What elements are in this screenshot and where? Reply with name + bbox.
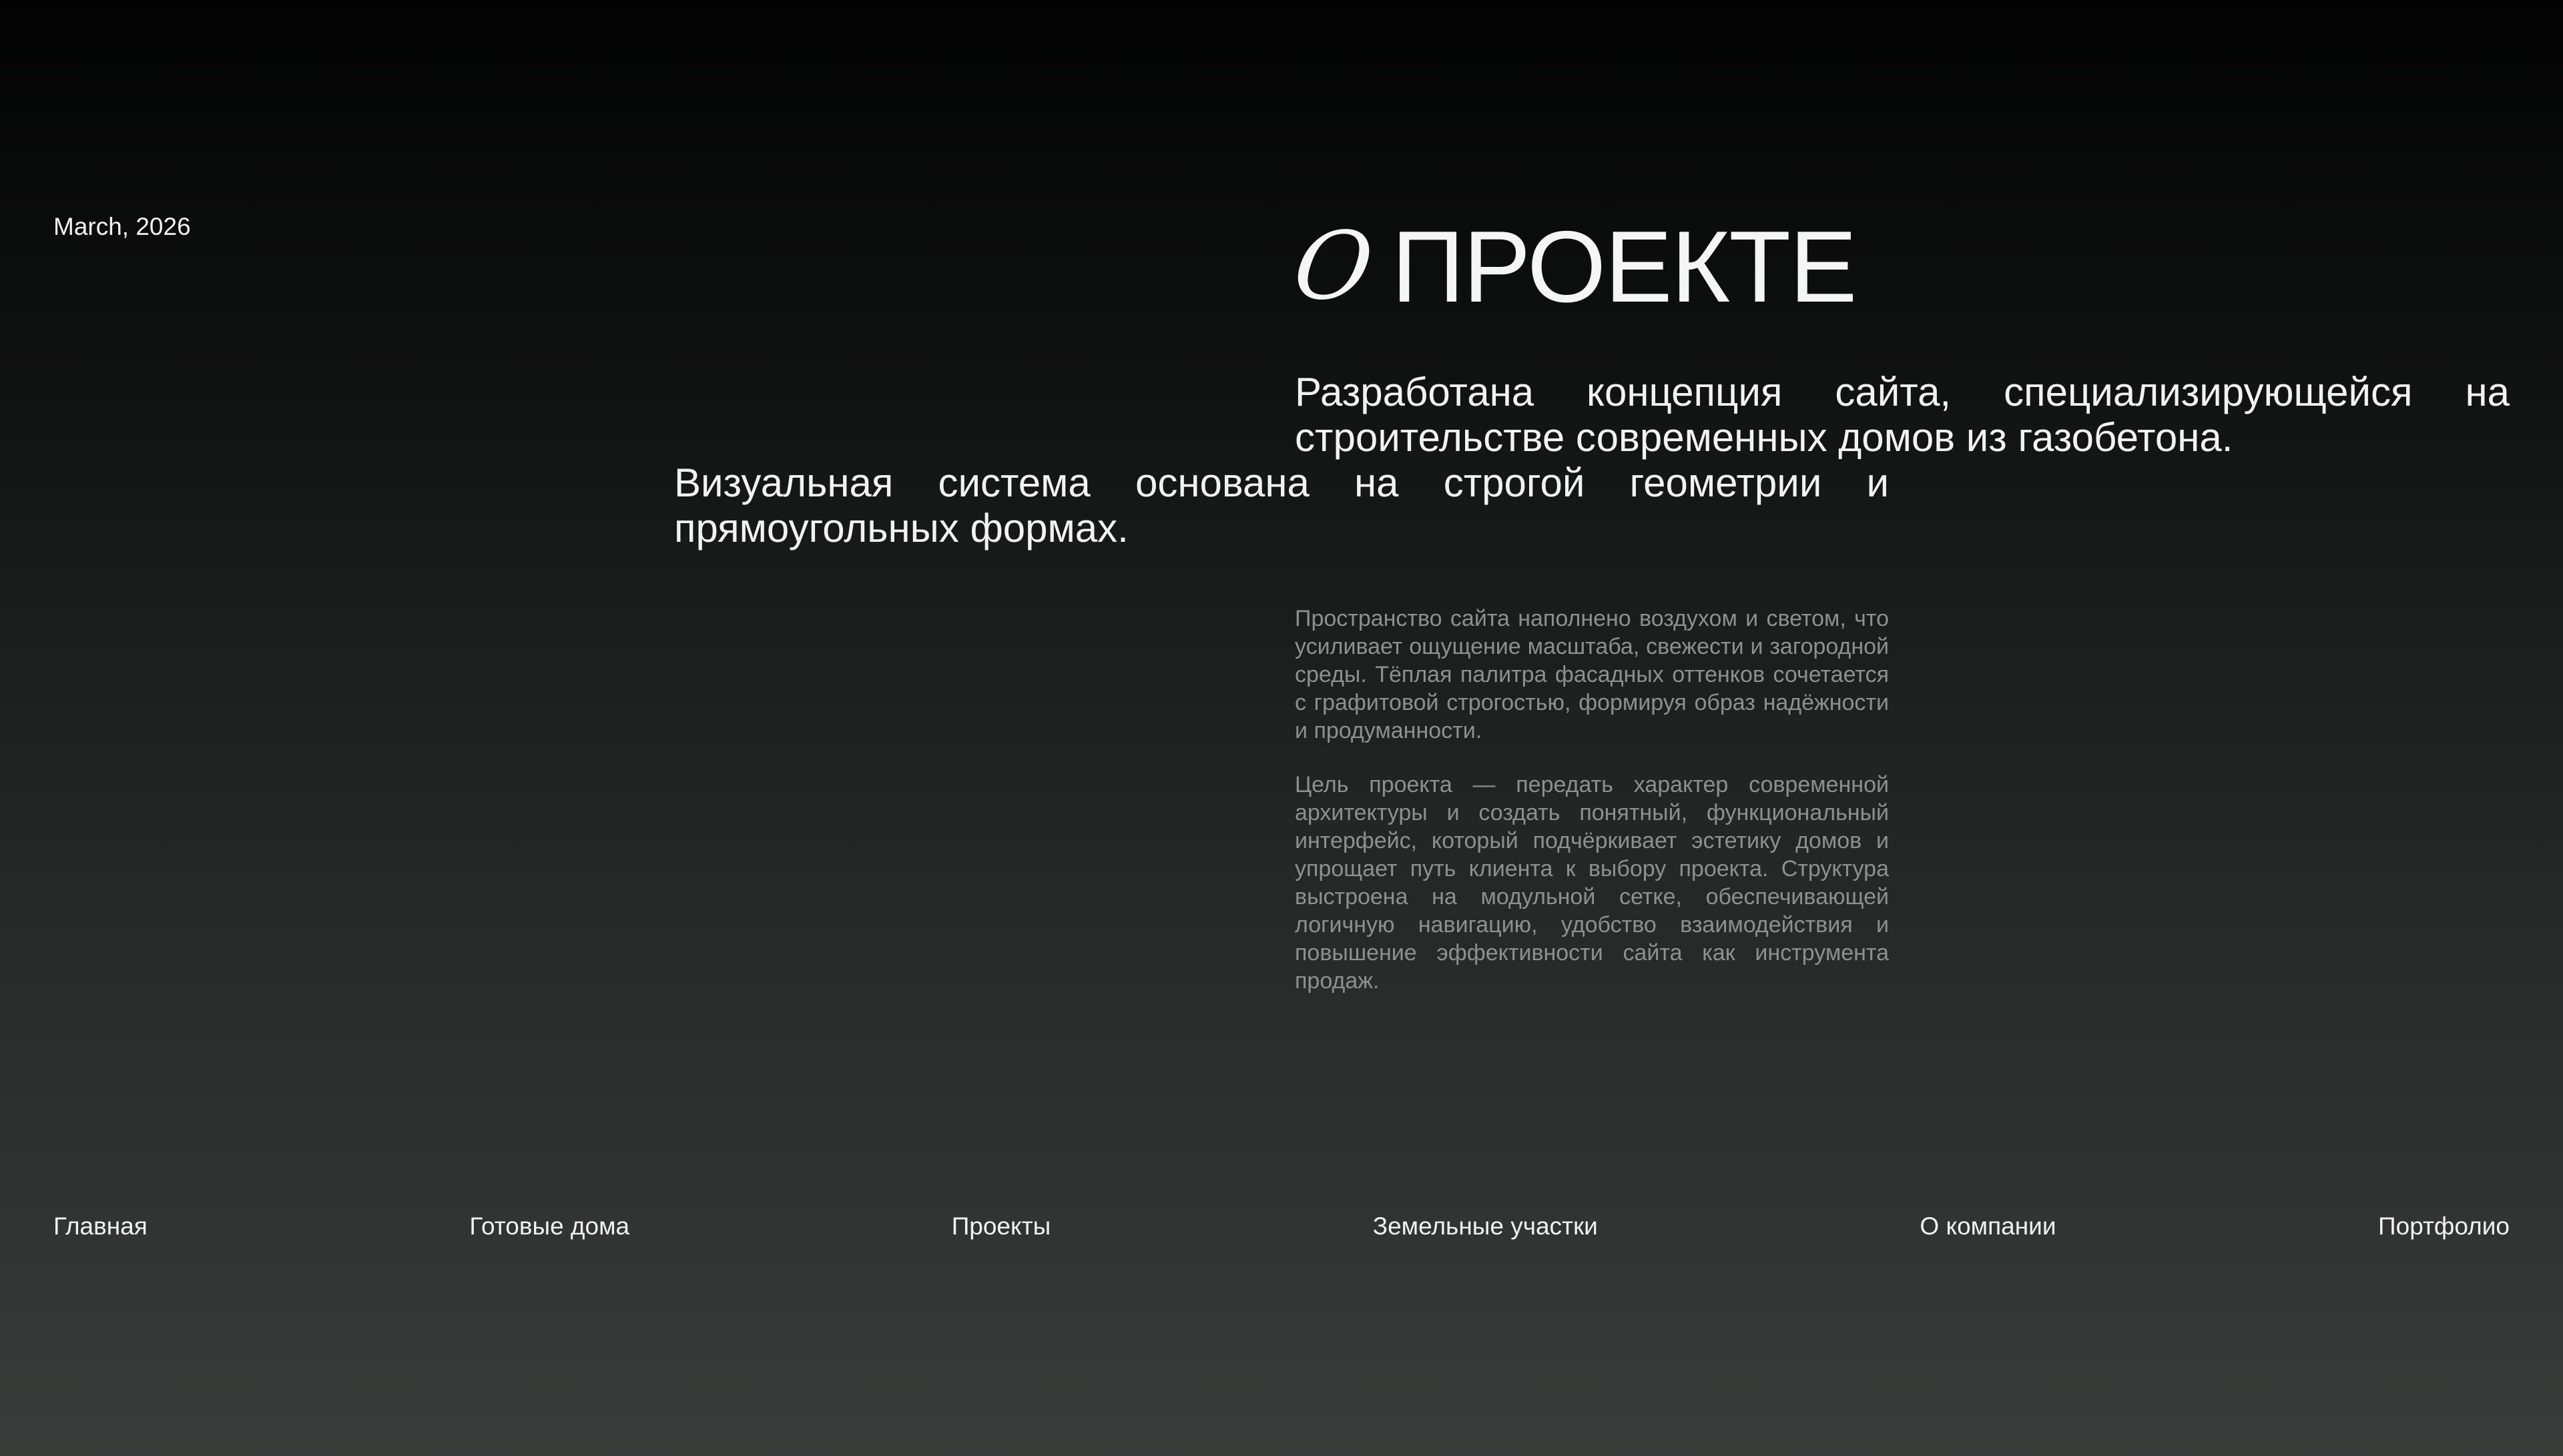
nav-item-home[interactable]: Главная — [53, 1212, 148, 1240]
nav-item-about-company[interactable]: О компании — [1920, 1212, 2056, 1240]
page-title: ПРОЕКТЕ — [1391, 210, 1856, 324]
description-paragraph-2: Цель проекта — передать характер современной архитектуры и создать понятный, функциональный интерфейс, который подчёркивает эстетику домов и упрощает путь клиента к выбору проекта. Структура выстроена на модульной сетке, обеспечивающей логичную навигацию, удобство взаимодействия и повышение эффективности сайта как инструмента продаж. — [1295, 772, 1889, 994]
footer-navigation — [53, 1212, 2510, 1241]
nav-item-ready-houses[interactable]: Готовые дома — [469, 1212, 630, 1240]
nav-item-land-plots[interactable]: Земельные участки — [1372, 1212, 1598, 1240]
section-heading — [1287, 210, 1856, 324]
date-label: March, 2026 — [53, 213, 191, 240]
nav-item-portfolio[interactable]: Портфолио — [2378, 1212, 2510, 1240]
title-script-letter: О — [1287, 212, 1380, 321]
lead-text-concept: Разработана концепция сайта, специализирующейся на строительстве современных домов из газобетона. — [1295, 370, 2510, 460]
description-paragraph-1: Пространство сайта наполнено воздухом и светом, что усиливает ощущение масштаба, свежести и загородной среды. Тёплая палитра фасадных оттенков сочетается с графитовой строгостью, формируя образ надёжности и продуманности. — [1295, 606, 1889, 743]
nav-item-projects[interactable]: Проекты — [951, 1212, 1051, 1240]
lead-text-visual-system: Визуальная система основана на строгой геометрии и прямоугольных формах. — [674, 460, 1889, 551]
